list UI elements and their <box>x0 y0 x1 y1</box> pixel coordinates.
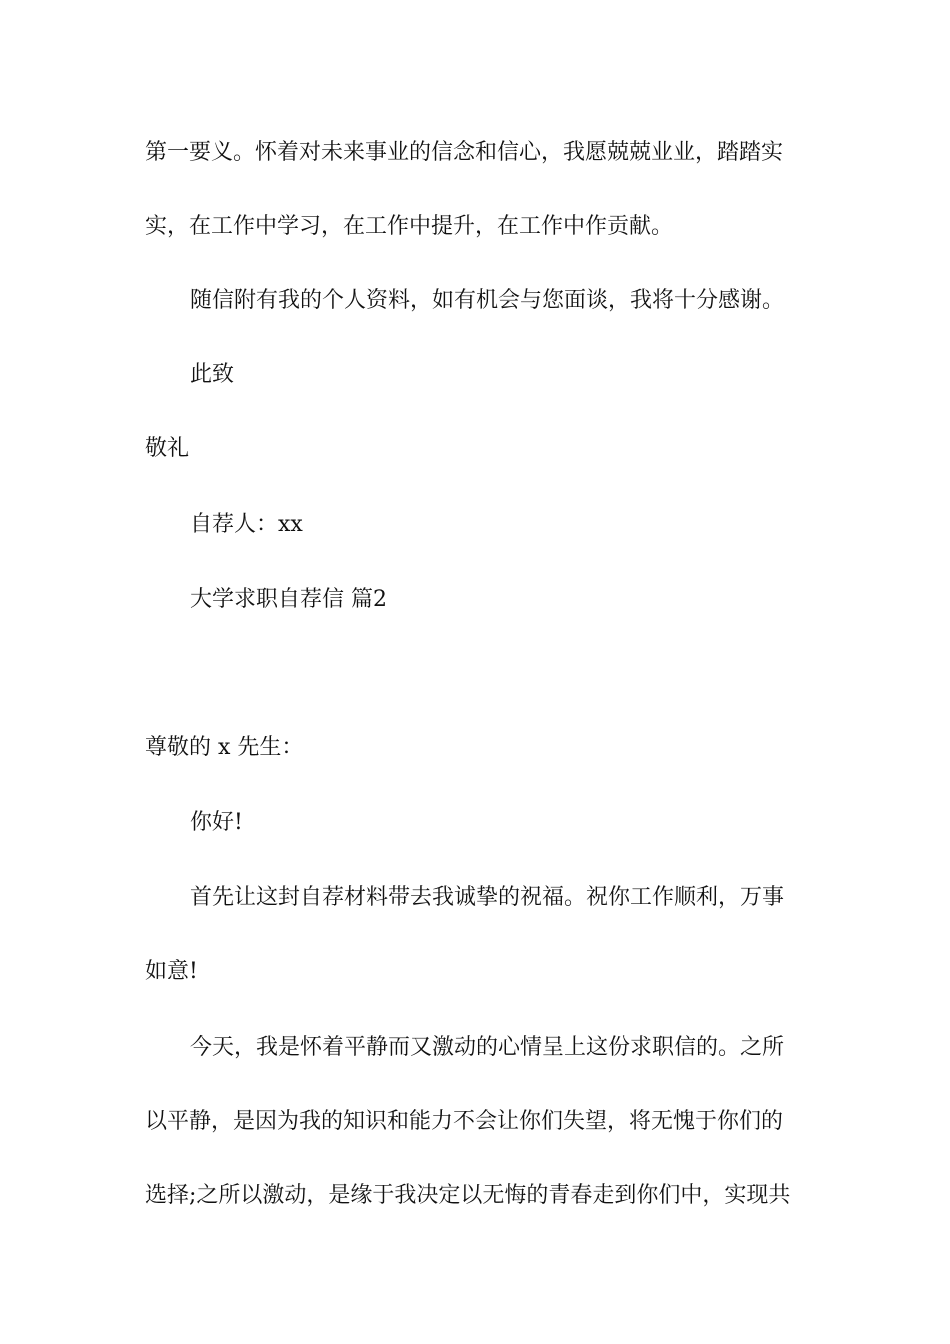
paragraph-line: 选择;之所以激动，是缘于我决定以无悔的青春走到你们中，实现共 <box>145 1183 791 1208</box>
paragraph-line: 以平静，是因为我的知识和能力不会让你们失望，将无愧于你们的 <box>145 1109 784 1134</box>
greeting-line: 尊敬的 x 先生： <box>145 735 304 760</box>
section-heading: 大学求职自荐信 篇2 <box>190 587 387 612</box>
paragraph-line: 首先让这封自荐材料带去我诚挚的祝福。祝你工作顺利，万事 <box>190 885 785 910</box>
paragraph-line: 实，在工作中学习，在工作中提升，在工作中作贡献。 <box>145 214 674 239</box>
paragraph-line: 今天，我是怀着平静而又激动的心情呈上这份求职信的。之所 <box>190 1035 785 1060</box>
paragraph-line: 随信附有我的个人资料，如有机会与您面谈，我将十分感谢。 <box>190 288 785 313</box>
signature-line: 自荐人：xx <box>190 512 303 537</box>
closing-regards: 敬礼 <box>145 436 190 461</box>
greeting-hello: 你好! <box>190 810 243 835</box>
closing-salutation: 此致 <box>190 362 235 387</box>
paragraph-line: 第一要义。怀着对未来事业的信念和信心，我愿兢兢业业，踏踏实 <box>145 140 784 165</box>
paragraph-line: 如意! <box>145 959 198 984</box>
